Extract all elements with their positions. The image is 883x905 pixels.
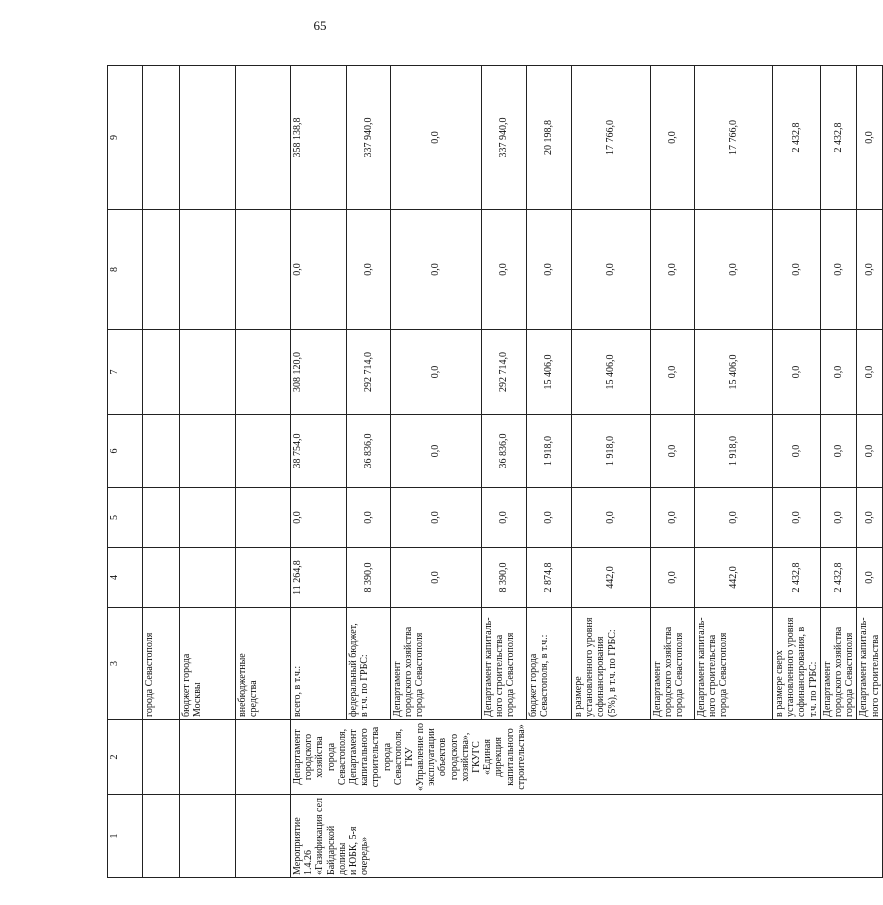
value-cell-col-8: 0,0 (527, 210, 572, 330)
text-line: установленного уровня (785, 617, 797, 717)
value-cell-col-9: 17 766,0 (572, 66, 651, 210)
value-cell-col-9: 17 766,0 (695, 66, 773, 210)
text-line: «Управление по (415, 723, 427, 792)
column-number-8: 8 (108, 210, 143, 330)
value-cell-col-5: 0,0 (347, 488, 391, 548)
funding-source-cell (527, 608, 572, 720)
value-cell-col-6: 0,0 (857, 415, 882, 488)
funding-source-cell (482, 608, 527, 720)
page-number: 65 (313, 18, 327, 33)
empty-cell (143, 66, 180, 210)
empty-cell (143, 210, 180, 330)
value-cell-col-6: 36 836,0 (482, 415, 527, 488)
value-cell-col-7: 292 714,0 (347, 330, 391, 415)
value-cell-col-5: 0,0 (572, 488, 651, 548)
value-cell-col-6: 1 918,0 (695, 415, 773, 488)
value-cell-col-9: 2 432,8 (773, 66, 821, 210)
value-cell-col-5: 0,0 (527, 488, 572, 548)
text-line: Москвы (192, 682, 204, 717)
funding-source-cell (820, 608, 857, 720)
value-cell-col-6: 0,0 (820, 415, 857, 488)
text-line: города Севастополя (674, 632, 686, 717)
value-cell-col-9: 358 138,8 (291, 66, 347, 210)
value-cell-col-5: 0,0 (857, 488, 882, 548)
column-number-9: 9 (108, 66, 143, 210)
text-line: городского хозяйства (663, 626, 675, 717)
table-row (291, 66, 347, 878)
empty-cell (236, 415, 291, 488)
text-line: города Севастополя (505, 632, 517, 717)
empty-cell (236, 330, 291, 415)
empty-cell (143, 548, 180, 608)
value-cell-col-4: 8 390,0 (482, 548, 527, 608)
text-line: строительства» (515, 724, 527, 790)
empty-cell (143, 488, 180, 548)
value-cell-col-4: 0,0 (857, 548, 882, 608)
value-cell-col-5: 0,0 (820, 488, 857, 548)
text-line: города Севастополя (844, 632, 856, 717)
value-cell-col-8: 0,0 (695, 210, 773, 330)
column-number-7: 7 (108, 330, 143, 415)
text-line: ного строительства (494, 634, 506, 717)
empty-cell (143, 415, 180, 488)
funding-source-cell (291, 608, 347, 720)
text-line: города Севастополя (414, 632, 426, 717)
funding-source-cell (236, 608, 291, 720)
text-line: федеральный бюджет, (348, 623, 359, 717)
empty-cell (180, 488, 236, 548)
empty-cell (143, 330, 180, 415)
text-line: софинансирования, в (796, 626, 808, 717)
funding-source-cell (572, 608, 651, 720)
text-line: всего, в т.ч.: (292, 665, 303, 717)
empty-cell (180, 330, 236, 415)
column-number-row (108, 66, 143, 878)
text-line: Севастополя, (336, 728, 348, 786)
text-line: и ЮБК, 5-я очередь» (347, 826, 371, 875)
text-line: города Севастополя (718, 632, 730, 717)
text-line: городского (448, 733, 460, 781)
text-line: ГКУ (403, 747, 415, 767)
value-cell-col-8: 0,0 (857, 210, 882, 330)
value-cell-col-7: 308 120,0 (291, 330, 347, 415)
value-cell-col-4: 0,0 (651, 548, 695, 608)
table-body (108, 66, 883, 878)
empty-cell (180, 210, 236, 330)
text-line: дирекция (493, 736, 505, 778)
value-cell-col-8: 0,0 (482, 210, 527, 330)
text-line: городского (303, 733, 315, 781)
empty-cell (180, 66, 236, 210)
value-cell-col-9: 0,0 (391, 66, 482, 210)
column-number-2: 2 (108, 720, 143, 795)
value-cell-col-6: 1 918,0 (527, 415, 572, 488)
value-cell-col-9: 20 198,8 (527, 66, 572, 210)
text-line: бюджет города (181, 653, 192, 717)
value-cell-col-8: 0,0 (572, 210, 651, 330)
value-cell-col-5: 0,0 (291, 488, 347, 548)
text-line: бюджет города (528, 653, 539, 717)
text-line: в размере (573, 676, 584, 717)
value-cell-col-9: 0,0 (651, 66, 695, 210)
text-line: Севастополя, в т.ч.: (539, 634, 551, 717)
text-line: Мероприятие 1.4.26 (292, 817, 315, 875)
text-line: строительства (370, 726, 382, 788)
text-line: в т.ч. по ГРБС: (359, 654, 371, 717)
value-cell-col-4: 442,0 (695, 548, 773, 608)
text-line: Департамент (821, 661, 833, 717)
value-cell-col-7: 0,0 (391, 330, 482, 415)
value-cell-col-6: 0,0 (391, 415, 482, 488)
text-line: объектов (437, 737, 449, 777)
text-line: Департамент (652, 661, 663, 717)
value-cell-col-8: 0,0 (651, 210, 695, 330)
value-cell-col-9: 0,0 (857, 66, 882, 210)
funding-source-cell (857, 608, 882, 720)
text-line: средства (248, 680, 260, 717)
empty-cell (236, 488, 291, 548)
text-line: ного строительства (869, 634, 881, 717)
empty-cell (236, 548, 291, 608)
empty-cell (143, 720, 180, 795)
text-line: ного строительства (707, 634, 719, 717)
text-line: Департамент капиталь- (696, 617, 707, 717)
text-line: в размере сверх (774, 650, 785, 717)
value-cell-col-8: 0,0 (291, 210, 347, 330)
value-cell-col-9: 337 940,0 (347, 66, 391, 210)
value-cell-col-5: 0,0 (773, 488, 821, 548)
text-line: городского хозяйства (832, 626, 844, 717)
executor-cell (291, 720, 883, 795)
empty-cell (236, 795, 291, 878)
value-cell-col-6: 36 836,0 (347, 415, 391, 488)
empty-cell (180, 415, 236, 488)
value-cell-col-4: 8 390,0 (347, 548, 391, 608)
value-cell-col-6: 0,0 (651, 415, 695, 488)
value-cell-col-6: 38 754,0 (291, 415, 347, 488)
value-cell-col-7: 15 406,0 (695, 330, 773, 415)
measure-name-cell (291, 795, 883, 878)
text-line: городского хозяйства (403, 626, 415, 717)
funding-source-cell (180, 608, 236, 720)
value-cell-col-7: 0,0 (820, 330, 857, 415)
column-number-5: 5 (108, 488, 143, 548)
text-line: Департамент капиталь- (858, 617, 870, 717)
continuation-row (236, 66, 291, 878)
text-line: города Севастополя (144, 632, 155, 717)
text-line: хозяйства города (314, 736, 337, 778)
value-cell-col-4: 11 264,8 (291, 548, 347, 608)
funding-source-cell (651, 608, 695, 720)
value-cell-col-7: 292 714,0 (482, 330, 527, 415)
text-line: Департамент (347, 729, 359, 785)
text-line: капитального (504, 728, 516, 786)
empty-cell (236, 66, 291, 210)
value-cell-col-4: 2 874,8 (527, 548, 572, 608)
text-line: ГКУГС «Единая (471, 739, 494, 775)
text-line: внебюджетные (237, 653, 248, 717)
text-line: эксплуатации (426, 728, 438, 786)
value-cell-col-8: 0,0 (820, 210, 857, 330)
text-line: Севастополя, (392, 728, 404, 786)
text-line: капитального (359, 728, 371, 786)
empty-cell (180, 548, 236, 608)
value-cell-col-9: 2 432,8 (820, 66, 857, 210)
funding-source-cell (347, 608, 391, 720)
funding-source-cell (695, 608, 773, 720)
value-cell-col-5: 0,0 (482, 488, 527, 548)
rotated-table-container (107, 66, 881, 878)
value-cell-col-7: 0,0 (857, 330, 882, 415)
value-cell-col-4: 442,0 (572, 548, 651, 608)
value-cell-col-9: 337 940,0 (482, 66, 527, 210)
continuation-row (143, 66, 180, 878)
continuation-row (180, 66, 236, 878)
text-line: Департамент (392, 661, 403, 717)
value-cell-col-4: 2 432,8 (773, 548, 821, 608)
value-cell-col-6: 1 918,0 (572, 415, 651, 488)
value-cell-col-4: 2 432,8 (820, 548, 857, 608)
text-line: Департамент (292, 729, 303, 785)
value-cell-col-7: 0,0 (651, 330, 695, 415)
value-cell-col-5: 0,0 (391, 488, 482, 548)
empty-cell (180, 795, 236, 878)
empty-cell (180, 720, 236, 795)
funding-source-cell (391, 608, 482, 720)
value-cell-col-5: 0,0 (695, 488, 773, 548)
column-number-3: 3 (108, 608, 143, 720)
value-cell-col-8: 0,0 (347, 210, 391, 330)
funding-source-cell (143, 608, 180, 720)
text-line: хозяйства», (459, 732, 471, 782)
text-line: установленного уровня (584, 617, 596, 717)
budget-table (107, 65, 883, 878)
value-cell-col-8: 0,0 (391, 210, 482, 330)
value-cell-col-4: 0,0 (391, 548, 482, 608)
text-line: Департамент капиталь- (483, 617, 494, 717)
funding-source-cell (773, 608, 821, 720)
text-line: т.ч. по ГРБС: (807, 661, 819, 717)
value-cell-col-6: 0,0 (773, 415, 821, 488)
text-line: Байдарской долины (325, 825, 348, 875)
empty-cell (236, 210, 291, 330)
value-cell-col-7: 0,0 (773, 330, 821, 415)
empty-cell (143, 795, 180, 878)
value-cell-col-7: 15 406,0 (572, 330, 651, 415)
text-line: (5%), в т.ч. по ГРБС: (606, 629, 618, 717)
value-cell-col-8: 0,0 (773, 210, 821, 330)
column-number-1: 1 (108, 795, 143, 878)
value-cell-col-5: 0,0 (651, 488, 695, 548)
value-cell-col-7: 15 406,0 (527, 330, 572, 415)
column-number-4: 4 (108, 548, 143, 608)
empty-cell (236, 720, 291, 795)
text-line: «Газификация сел (314, 797, 326, 875)
column-number-6: 6 (108, 415, 143, 488)
text-line: софинансирования (595, 636, 607, 717)
text-line: города (381, 742, 393, 772)
